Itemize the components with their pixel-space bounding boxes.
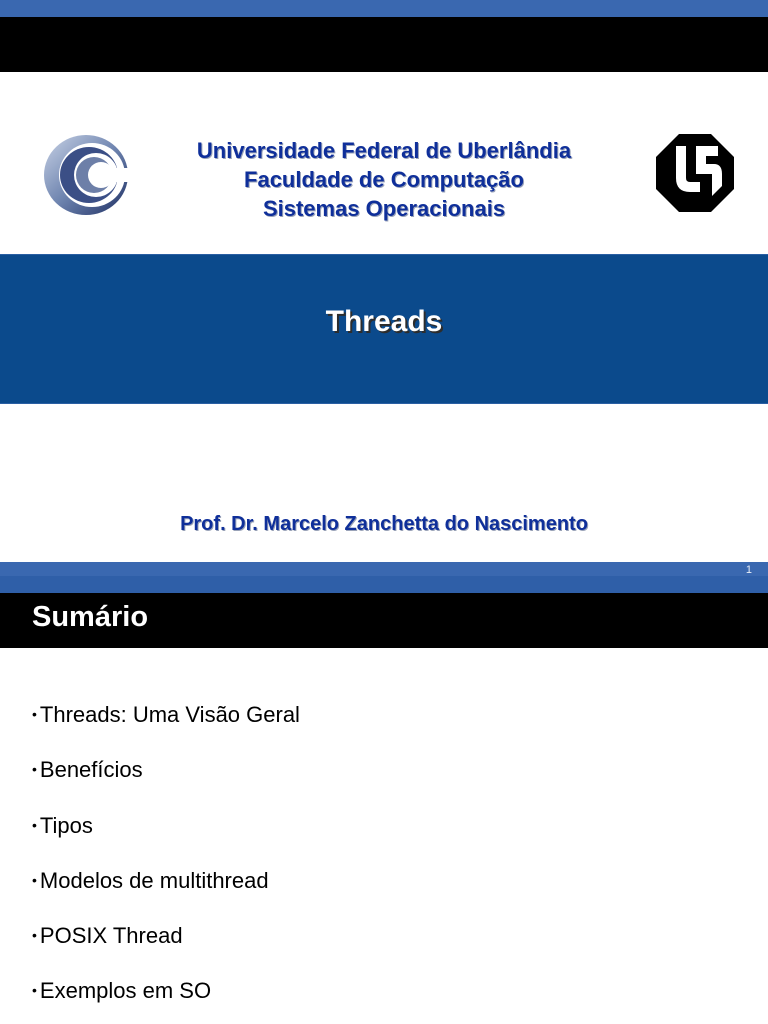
top-stripe: [0, 0, 768, 17]
university-name: Universidade Federal de Uberlândia: [196, 138, 572, 163]
list-item: [32, 923, 300, 978]
summary-slide: [0, 562, 768, 1024]
bullet-marker: •: [32, 706, 37, 722]
bullet-marker: •: [32, 871, 37, 888]
list-item: [32, 702, 300, 757]
faculty-name: Faculdade de Computação: [244, 167, 524, 192]
slide-title: Sumário: [32, 601, 149, 633]
header-black-band: [0, 17, 768, 72]
bullet-marker: •: [32, 982, 37, 999]
list-item-text: Threads: Uma Visão Geral: [39, 702, 300, 727]
list-item: [32, 978, 300, 1024]
bullet-marker: •: [32, 816, 37, 833]
title-black-band: [0, 593, 768, 648]
author-name: Prof. Dr. Marcelo Zanchetta do Nascimento: [180, 513, 588, 535]
institution-header: [0, 136, 768, 223]
course-name: Sistemas Operacionais: [262, 196, 506, 221]
top-stripe: [0, 562, 768, 576]
slide-title: Threads: [325, 305, 443, 338]
bullet-marker: •: [32, 761, 37, 778]
page-number: 1: [745, 564, 752, 576]
ufu-logo-icon: [656, 134, 734, 212]
list-item-text: POSIX Thread: [39, 923, 183, 949]
bullet-list: [32, 702, 300, 1024]
list-item: [32, 868, 300, 923]
list-item-text: Exemplos em SO: [39, 978, 212, 1004]
list-item-text: Benefícios: [39, 757, 143, 783]
list-item: [32, 757, 300, 812]
list-item: [32, 813, 300, 868]
top-stripe-lower: [0, 576, 768, 593]
list-item-text: Modelos de multithread: [39, 867, 269, 893]
bullet-marker: •: [32, 927, 37, 944]
list-item-text: Tipos: [39, 812, 93, 838]
title-band: [0, 254, 768, 404]
